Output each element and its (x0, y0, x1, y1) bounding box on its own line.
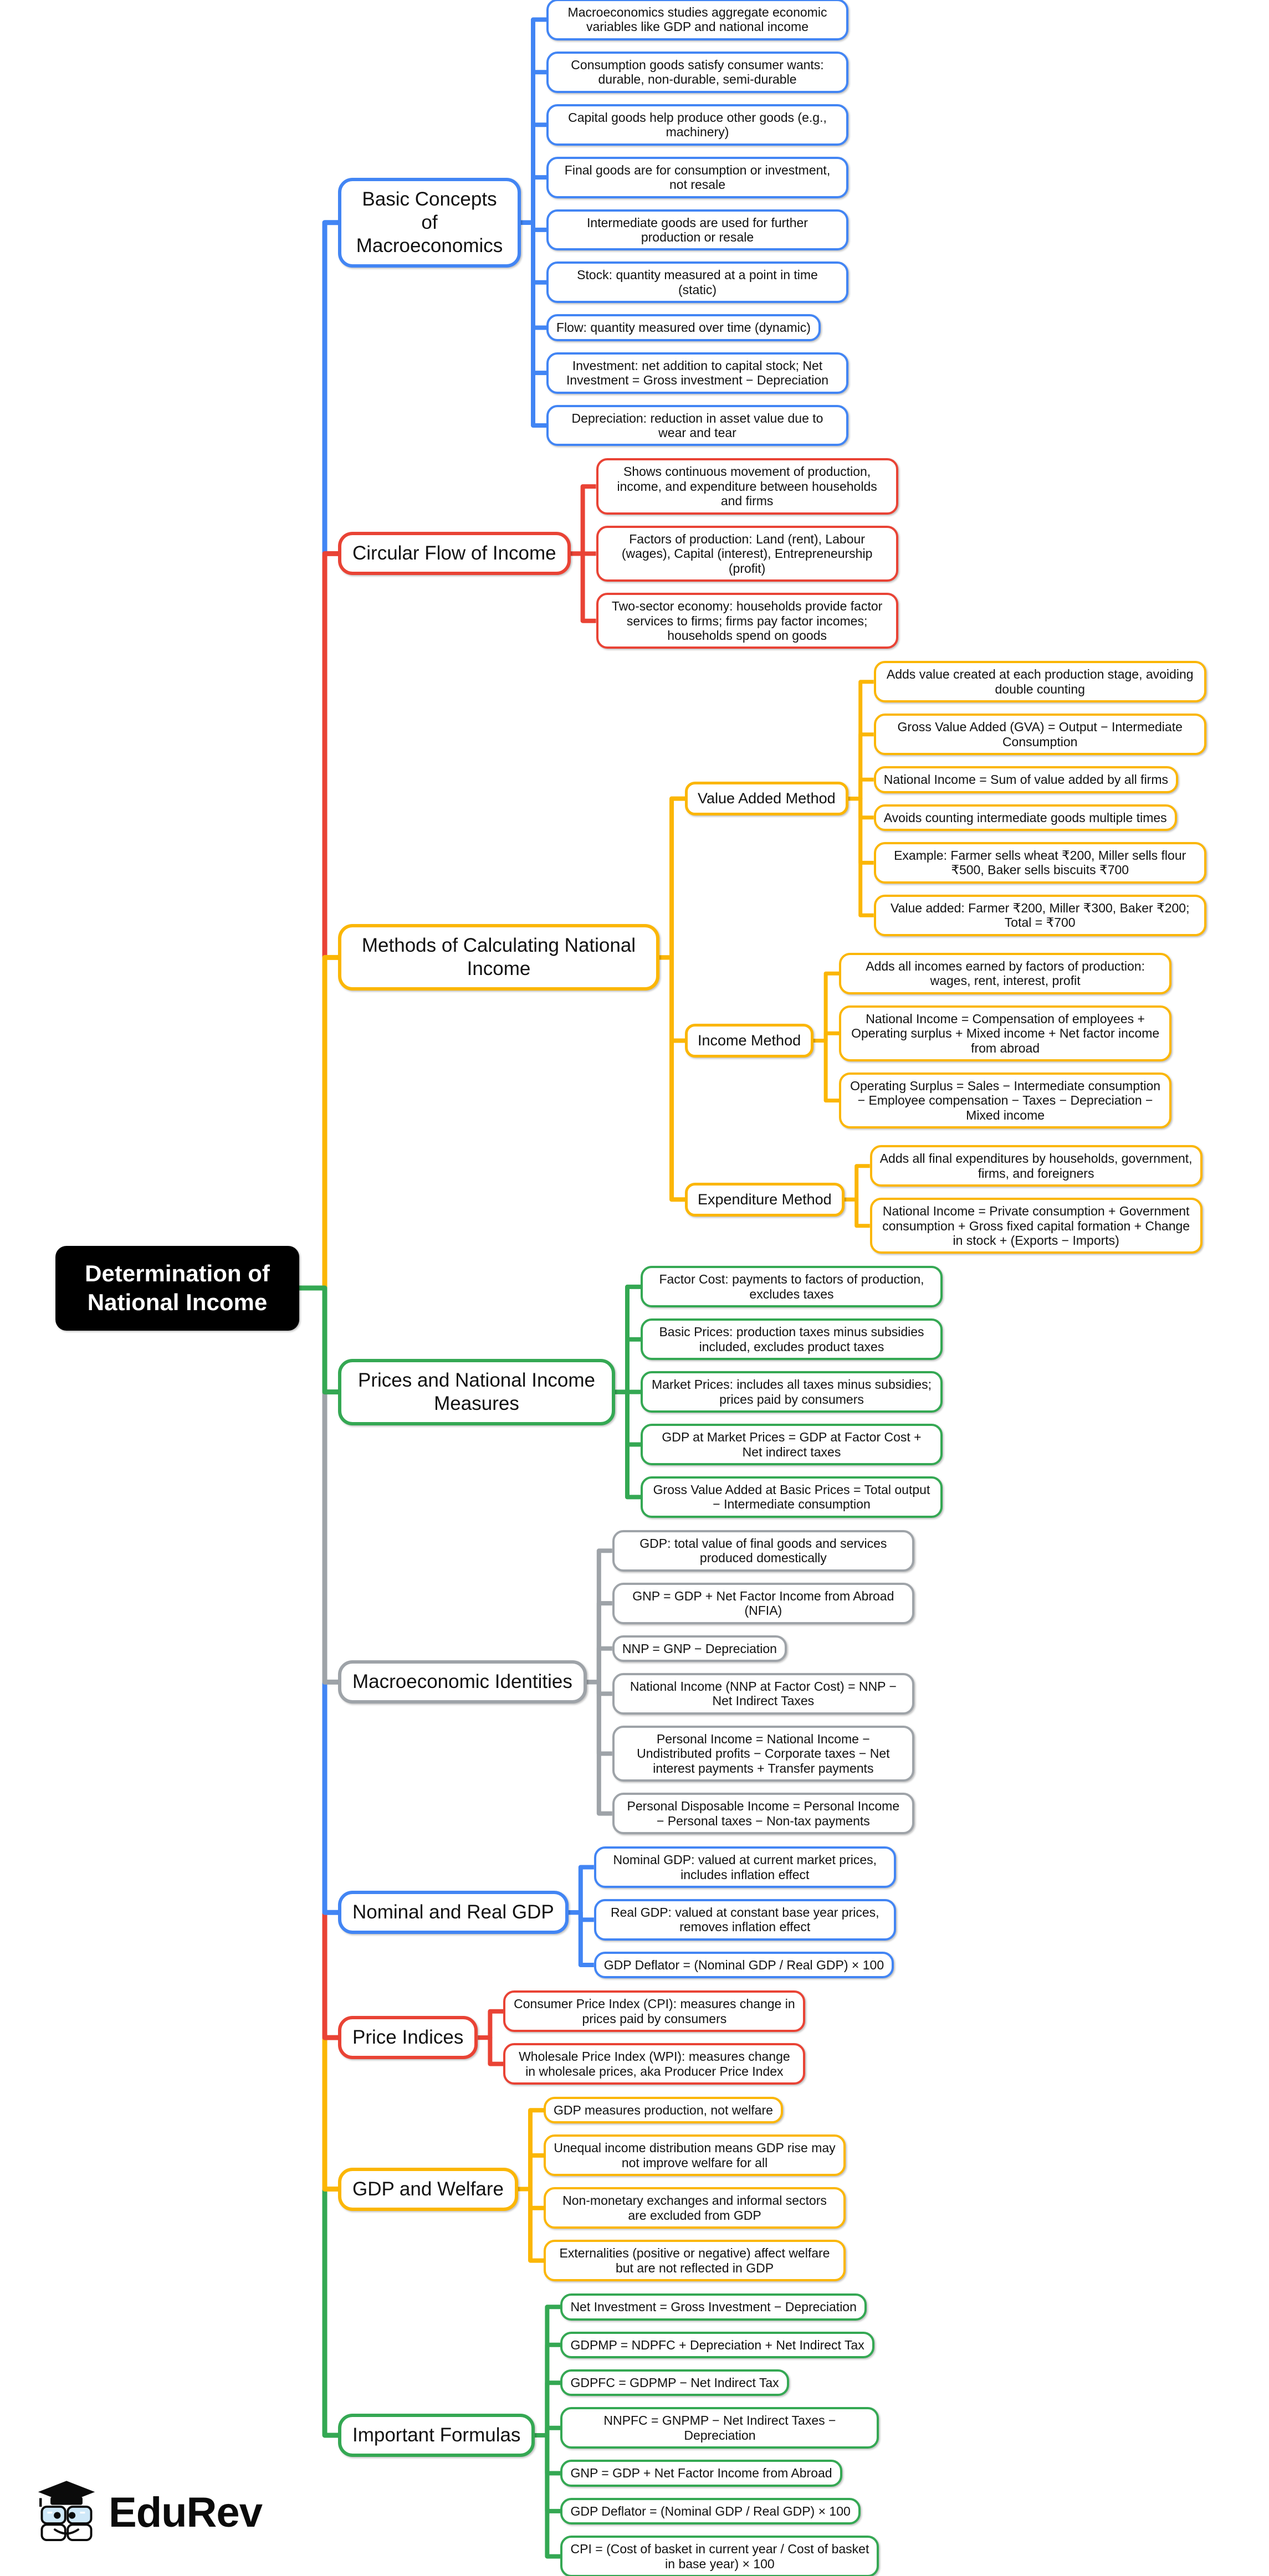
mindmap-node-row (546, 157, 848, 198)
leaf-note-node: Stock: quantity measured at a point in time (static) (546, 261, 848, 303)
mindmap-node-row (546, 52, 848, 93)
mindmap-root-row (55, 0, 1206, 2576)
leaf-note-node: Personal Disposable Income = Personal Income − Personal taxes − Non-tax payments (612, 1793, 914, 1834)
mindmap-node-row (560, 2293, 866, 2320)
leaf-note-node: CPI = (Cost of basket in current year / Cost of basket in base year) × 100 (560, 2536, 879, 2576)
mindmap-node-row (874, 714, 1206, 755)
leaf-note-node: National Income = Private consumption + Government consumption + Gross fixed capital formation + Change in stock + (Exports − Imports) (870, 1198, 1203, 1254)
children-column (685, 661, 1206, 1254)
leaf-note-node: Basic Prices: production taxes minus subsidies included, excludes product taxes (641, 1318, 943, 1360)
mindmap-node-row (641, 1371, 943, 1413)
leaf-note-node: Consumer Price Index (CPI): measures change in prices paid by consumers (503, 1990, 805, 2032)
mindmap-node-row (560, 2536, 879, 2576)
central-topic-node: Determination of National Income (55, 1246, 299, 1331)
children-column (594, 1846, 896, 1978)
leaf-note-node: Macroeconomics studies aggregate economic variables like GDP and national income (546, 0, 848, 40)
children-column (596, 458, 898, 649)
mindmap-node-row (596, 593, 898, 649)
leaf-note-node: Externalities (positive or negative) affect welfare but are not reflected in GDP (544, 2240, 846, 2281)
mindmap-node-row (338, 2293, 879, 2576)
edurev-mascot-icon (35, 2480, 98, 2545)
mindmap-node-row (546, 104, 848, 146)
mindmap-node-row (338, 1266, 943, 1517)
leaf-note-node: Depreciation: reduction in asset value due to wear and tear (546, 405, 848, 447)
children-column (839, 953, 1171, 1129)
mindmap-node-row (594, 1899, 896, 1941)
leaf-note-node: Final goods are for consumption or investment, not resale (546, 157, 848, 198)
branch-topic-node: Important Formulas (338, 2414, 535, 2457)
mindmap-node-row (546, 405, 848, 447)
leaf-note-node: GDP measures production, not welfare (544, 2097, 783, 2123)
sub-branch-topic-node: Income Method (685, 1024, 813, 1057)
leaf-note-node: Capital goods help produce other goods (e.g., machinery) (546, 104, 848, 146)
leaf-note-node: Consumption goods satisfy consumer wants: durable, non-durable, semi-durable (546, 52, 848, 93)
leaf-note-node: GDP: total value of final goods and services produced domestically (612, 1530, 914, 1572)
leaf-note-node: Nominal GDP: valued at current market prices, includes inflation effect (594, 1846, 896, 1888)
branch-topic-node: Macroeconomic Identities (338, 1660, 587, 1703)
leaf-note-node: National Income = Compensation of employees + Operating surplus + Mixed income + Net factor income from abroad (839, 1005, 1171, 1061)
branch-topic-node: Methods of Calculating National Income (338, 924, 659, 991)
sub-branch-topic-node: Value Added Method (685, 782, 848, 815)
leaf-note-node: Real GDP: valued at constant base year prices, removes inflation effect (594, 1899, 896, 1941)
mindmap-node-row (870, 1145, 1203, 1187)
mindmap-node-row (544, 2097, 783, 2123)
children-column (560, 2293, 879, 2576)
leaf-note-node: Non-monetary exchanges and informal sectors are excluded from GDP (544, 2187, 846, 2229)
leaf-note-node: Gross Value Added (GVA) = Output − Intermediate Consumption (874, 714, 1206, 755)
mindmap-node-row (338, 458, 898, 649)
mindmap-node-row (594, 1846, 896, 1888)
mindmap-node-row (546, 0, 848, 40)
leaf-note-node: Personal Income = National Income − Undistributed profits − Corporate taxes − Net interest payments + Transfer payments (612, 1726, 914, 1782)
mindmap-node-row (641, 1424, 943, 1465)
leaf-note-node: Value added: Farmer ₹200, Miller ₹300, Baker ₹200; Total = ₹700 (874, 895, 1206, 936)
leaf-note-node: Wholesale Price Index (WPI): measures change in wholesale prices, aka Producer Price Index (503, 2043, 805, 2085)
leaf-note-node: Example: Farmer sells wheat ₹200, Miller sells flour ₹500, Baker sells biscuits ₹700 (874, 842, 1206, 884)
mindmap-node-row (546, 352, 848, 394)
leaf-note-node: Adds all final expenditures by households, government, firms, and foreigners (870, 1145, 1203, 1187)
branch-topic-node: Nominal and Real GDP (338, 1891, 569, 1934)
mindmap-node-row (596, 526, 898, 582)
mindmap-node-row (612, 1673, 914, 1715)
children-column (503, 1990, 805, 2085)
mindmap-node-row (546, 209, 848, 251)
leaf-note-node: National Income = Sum of value added by all firms (874, 766, 1178, 793)
mindmap-node-row (612, 1726, 914, 1782)
mindmap-node-row (641, 1476, 943, 1518)
mindmap-node-row (839, 1005, 1171, 1061)
mindmap-node-row (612, 1583, 914, 1624)
edurev-brand-text: EduRev (109, 2488, 262, 2536)
children-column (338, 0, 1206, 2576)
mindmap-node-row (560, 2332, 874, 2358)
leaf-note-node: National Income (NNP at Factor Cost) = NNP − Net Indirect Taxes (612, 1673, 914, 1715)
mindmap-node-row (560, 2369, 789, 2396)
leaf-note-node: Market Prices: includes all taxes minus subsidies; prices paid by consumers (641, 1371, 943, 1413)
leaf-note-node: Unequal income distribution means GDP rise may not improve welfare for all (544, 2134, 846, 2176)
leaf-note-node: GDP Deflator = (Nominal GDP / Real GDP) × 100 (594, 1952, 894, 1978)
children-column (612, 1530, 914, 1834)
leaf-note-node: Intermediate goods are used for further production or resale (546, 209, 848, 251)
mindmap-node-row (685, 661, 1206, 936)
children-column (546, 0, 848, 446)
edurev-logo (35, 2480, 262, 2545)
mindmap-node-row (546, 314, 821, 341)
mindmap-node-row (544, 2134, 846, 2176)
mindmap-node-row (612, 1530, 914, 1572)
mindmap-node-row (560, 2460, 842, 2486)
leaf-note-node: GDP Deflator = (Nominal GDP / Real GDP) × 100 (560, 2498, 860, 2524)
children-column (544, 2097, 846, 2281)
leaf-note-node: Factors of production: Land (rent), Labour (wages), Capital (interest), Entrepreneurship (profit) (596, 526, 898, 582)
mindmap-node-row (338, 661, 1206, 1254)
mindmap-node-row (612, 1793, 914, 1834)
mindmap-node-row (544, 2240, 846, 2281)
mindmap-node-row (596, 458, 898, 514)
branch-topic-node: Basic Concepts of Macroeconomics (338, 178, 521, 268)
mindmap-node-row (874, 842, 1206, 884)
mindmap-node-row (641, 1318, 943, 1360)
leaf-note-node: Shows continuous movement of production, income, and expenditure between households and firms (596, 458, 898, 514)
leaf-note-node: Flow: quantity measured over time (dynamic) (546, 314, 821, 341)
mindmap-node-row (544, 2187, 846, 2229)
mindmap-node-row (874, 804, 1177, 831)
mindmap-node-row (685, 953, 1171, 1129)
leaf-note-node: Adds all incomes earned by factors of production: wages, rent, interest, profit (839, 953, 1171, 994)
leaf-note-node: Net Investment = Gross Investment − Depreciation (560, 2293, 866, 2320)
leaf-note-node: Avoids counting intermediate goods multiple times (874, 804, 1177, 831)
mindmap-node-row (338, 1530, 914, 1834)
mindmap-node-row (874, 661, 1206, 702)
mindmap-node-row (874, 766, 1178, 793)
mindmap-node-row (560, 2498, 860, 2524)
mindmap-node-row (685, 1145, 1203, 1254)
leaf-note-node: GDPFC = GDPMP − Net Indirect Tax (560, 2369, 789, 2396)
leaf-note-node: GDPMP = NDPFC + Depreciation + Net Indirect Tax (560, 2332, 874, 2358)
branch-topic-node: Prices and National Income Measures (338, 1359, 615, 1425)
branch-topic-node: Circular Flow of Income (338, 532, 571, 575)
leaf-note-node: NNP = GNP − Depreciation (612, 1635, 787, 1662)
children-column (874, 661, 1206, 936)
mindmap-node-row (641, 1266, 943, 1307)
mindmap-node-row (503, 2043, 805, 2085)
mindmap-node-row (594, 1952, 894, 1978)
leaf-note-node: Gross Value Added at Basic Prices = Total output − Intermediate consumption (641, 1476, 943, 1518)
mindmap-node-row (338, 1846, 896, 1978)
children-column (641, 1266, 943, 1517)
mindmap-node-row (612, 1635, 787, 1662)
branch-topic-node: GDP and Welfare (338, 2168, 518, 2211)
mindmap-node-row (839, 953, 1171, 994)
children-column (870, 1145, 1203, 1254)
mindmap-node-row (338, 0, 848, 446)
mindmap-node-row (338, 1990, 805, 2085)
mindmap-node-row (560, 2407, 879, 2449)
leaf-note-node: Factor Cost: payments to factors of production, excludes taxes (641, 1266, 943, 1307)
mindmap-node-row (870, 1198, 1203, 1254)
mindmap-node-row (546, 261, 848, 303)
leaf-note-node: Operating Surplus = Sales − Intermediate consumption − Employee compensation − Taxes − Depreciation − Mixed income (839, 1073, 1171, 1128)
leaf-note-node: NNPFC = GNPMP − Net Indirect Taxes − Depreciation (560, 2407, 879, 2449)
leaf-note-node: Adds value created at each production stage, avoiding double counting (874, 661, 1206, 702)
leaf-note-node: GNP = GDP + Net Factor Income from Abroad (NFIA) (612, 1583, 914, 1624)
branch-topic-node: Price Indices (338, 2016, 478, 2059)
mindmap-node-row (503, 1990, 805, 2032)
leaf-note-node: GDP at Market Prices = GDP at Factor Cost + Net indirect taxes (641, 1424, 943, 1465)
leaf-note-node: Two-sector economy: households provide factor services to firms; firms pay factor incomes; households spend on goods (596, 593, 898, 649)
mindmap-node-row (874, 895, 1206, 936)
mindmap-node-row (338, 2097, 846, 2281)
leaf-note-node: Investment: net addition to capital stock; Net Investment = Gross investment − Depreciation (546, 352, 848, 394)
mindmap-node-row (839, 1073, 1171, 1128)
sub-branch-topic-node: Expenditure Method (685, 1183, 845, 1216)
leaf-note-node: GNP = GDP + Net Factor Income from Abroad (560, 2460, 842, 2486)
